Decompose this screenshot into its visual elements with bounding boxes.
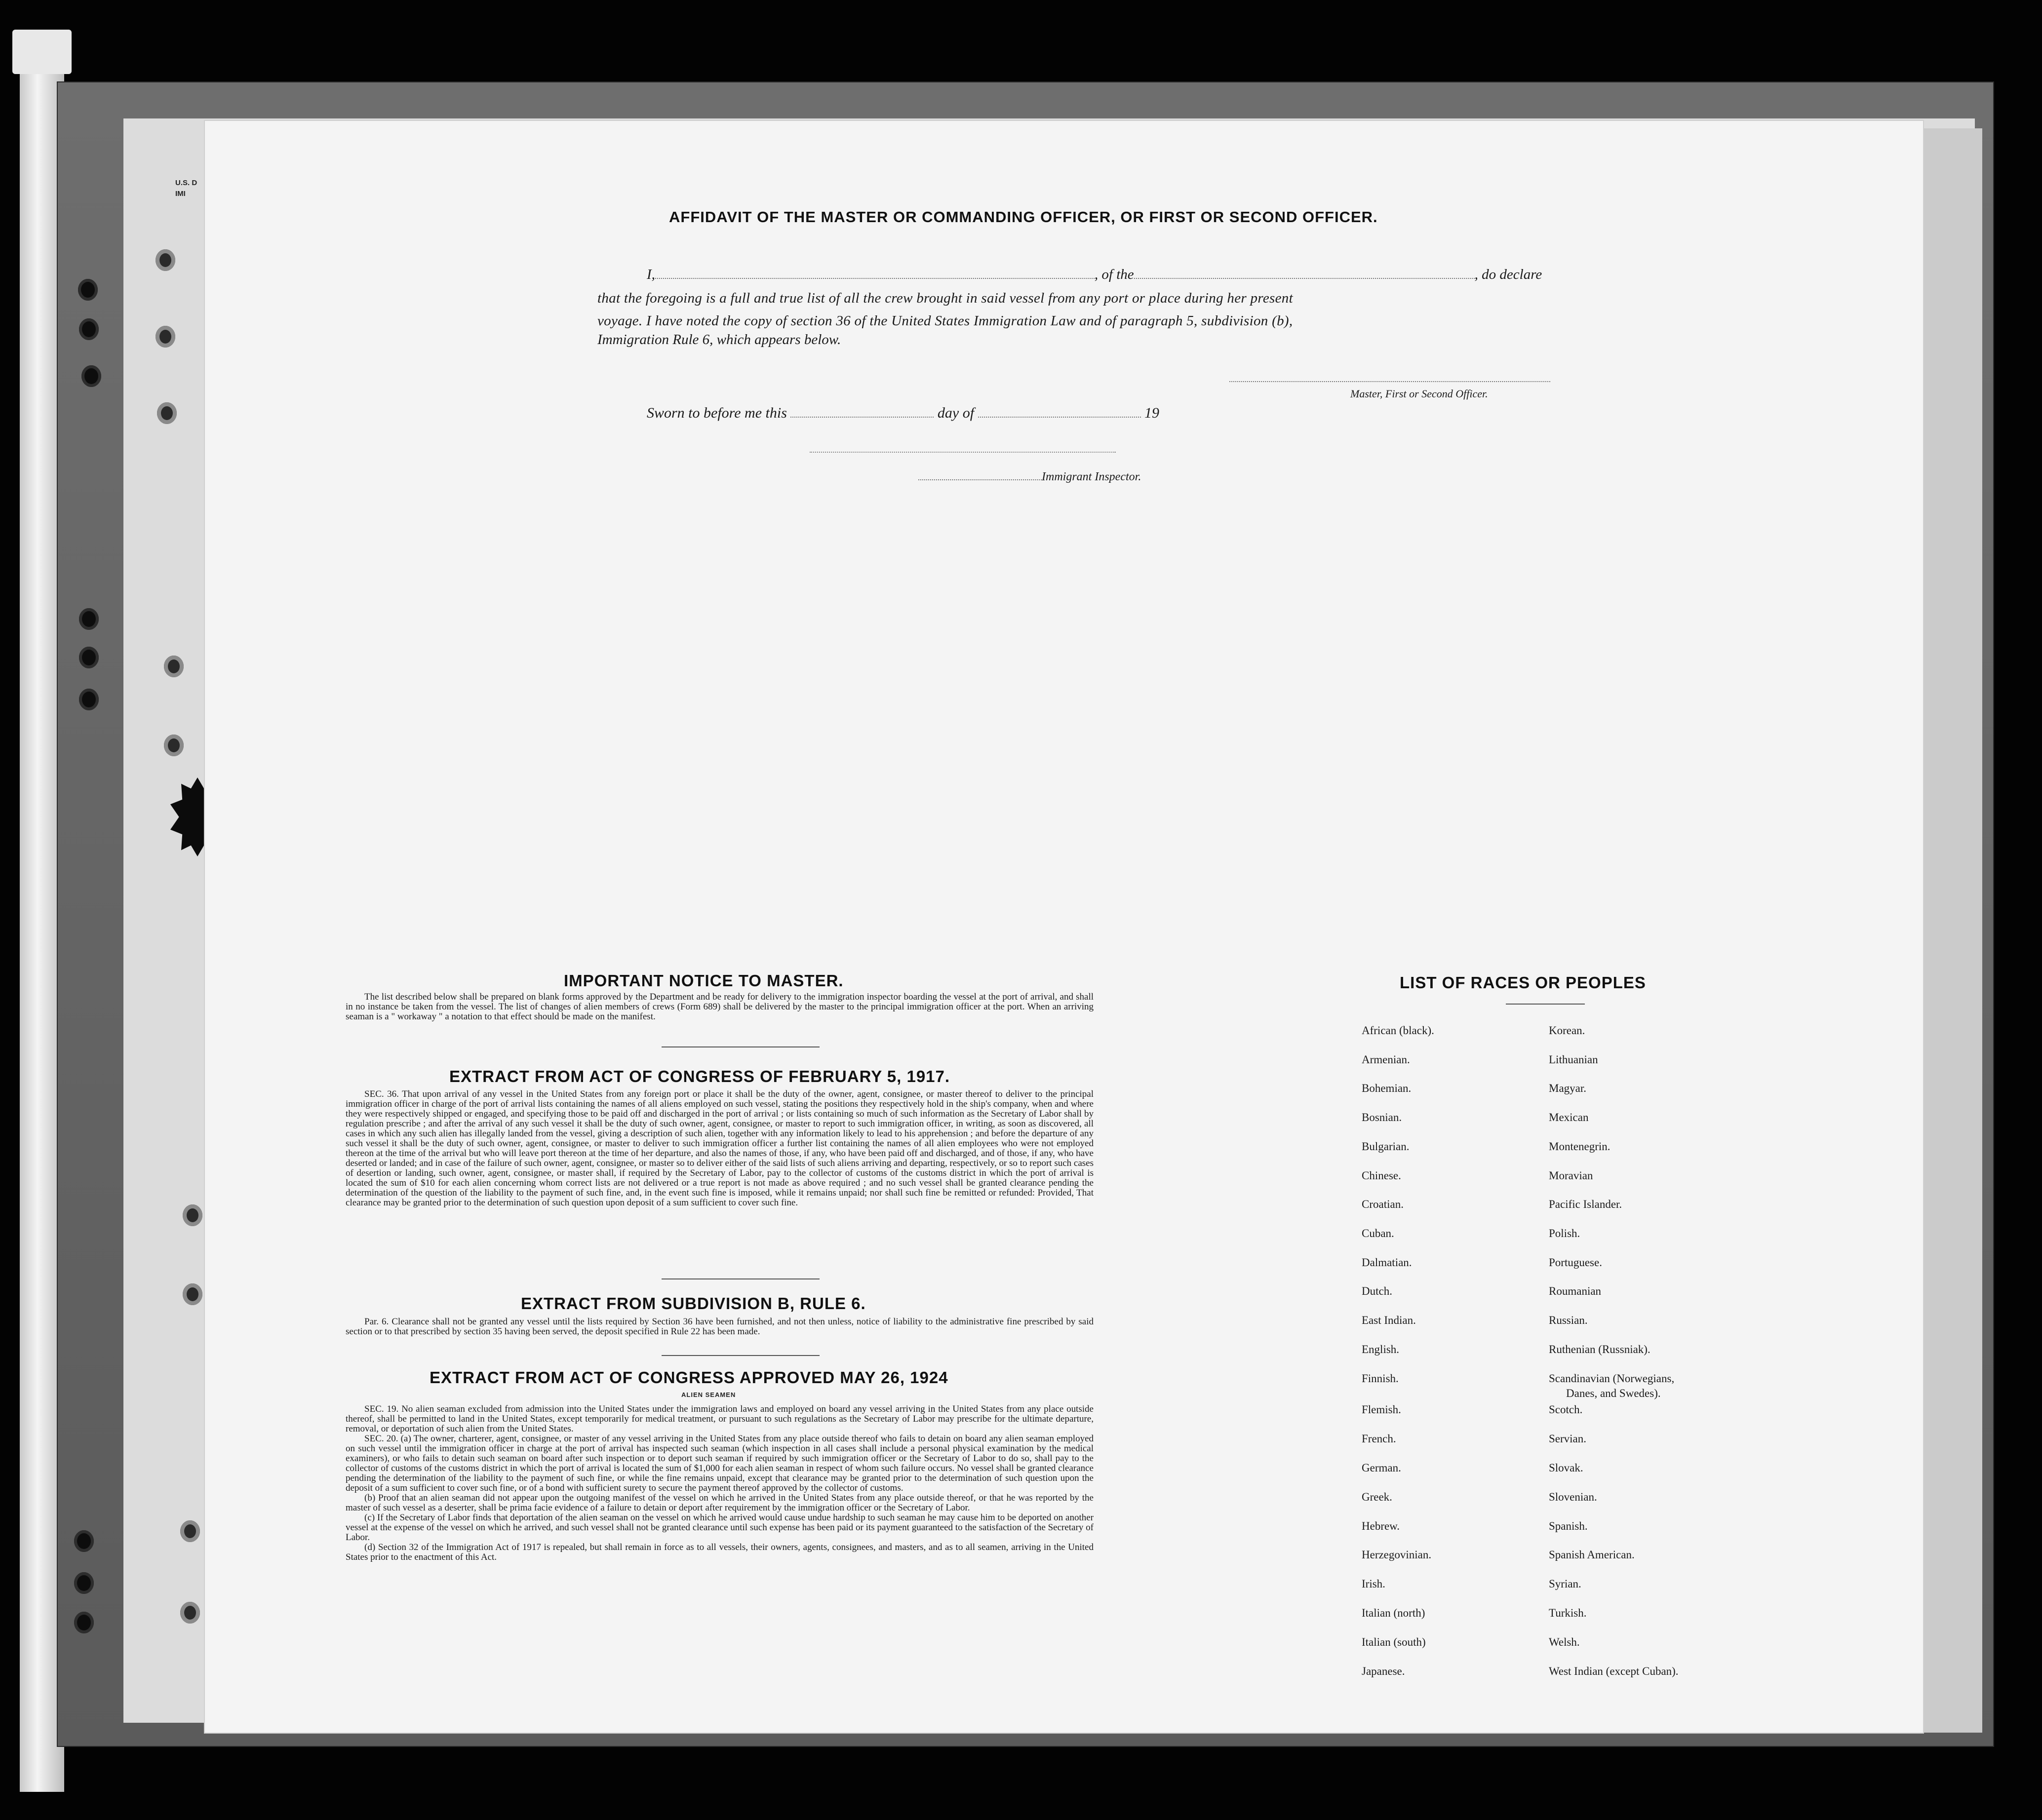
race-item: Armenian. <box>1362 1053 1410 1066</box>
race-item: Dalmatian. <box>1362 1256 1412 1269</box>
affidavit-declare-label: , do declare <box>1474 267 1542 282</box>
race-item: Korean. <box>1549 1024 1585 1037</box>
race-item: African (black). <box>1362 1024 1434 1037</box>
race-item: Chinese. <box>1362 1169 1401 1182</box>
extract-1917-body: SEC. 36. That upon arrival of any vessel in the United States from any foreign port or place it shall be the duty of the owner, agent, consignee, or master thereof to deliver to the principal immigration officer in charge of the port of arrival lists containing the names of all aliens employed on such vessel, stating the positions they respectively hold in the ship's company, when and where they were respectively shipped or engaged, and specifying those to be paid off and discharged in the port of arrival ; or lists containing so much of such information as the Secretary of Labor shall by regulation prescribe ; and after the arrival of any such vessel it shall be the duty of such owner, agent, consignee, or master to report to such immigration officer, in writing, as soon as discovered, all cases in which any such alien has illegally landed from the vessel, giving a description of such alien, together with any information likely to lead to his apprehension ; and before the departure of any such vessel it shall be the duty of such owner, agent, consignee, or master to deliver to such immigration officer a further list containing the names of all alien employees who were not employed thereon at the time of the arrival but who will leave port thereon at the time of her departure, and also the names of those, if any, who have been paid off and discharged, and of those, if any, who have deserted or landed; and in case of the failure of such owner, agent, consignee, or master so to deliver either of the said lists of such aliens arriving and departing, respectively, or so to report such cases of desertion or landing, such owner, agent, consignee, or master shall, if required by the Secretary of Labor, pay to the collector of customs of the customs district in which the port of arrival is located the sum of $10 for each alien concerning whom correct lists are not delivered or a true report is not made as above required ; and no such vessel shall be granted clearance pending the determination of the question of the liability to the payment of such fine, and, in the event such fine is imposed, while it remains unpaid; nor shall such fine be remitted or refunded: Provided, That clearance may be granted prior to the determination of such question upon deposit of a sum sufficient to cover such fine. <box>346 1089 1094 1208</box>
race-item: Bosnian. <box>1362 1111 1402 1123</box>
race-item: Finnish. <box>1362 1372 1399 1385</box>
binder-hole <box>156 249 175 271</box>
vessel-blank-field[interactable] <box>1134 278 1475 279</box>
race-item: Italian (south) <box>1362 1636 1426 1648</box>
binder-hole <box>74 1572 94 1594</box>
extract-rule6-title: EXTRACT FROM SUBDIVISION B, RULE 6. <box>521 1294 866 1313</box>
race-item: Russian. <box>1549 1314 1588 1326</box>
race-item: Welsh. <box>1549 1636 1580 1648</box>
affidavit-line-4: Immigration Rule 6, which appears below. <box>597 332 841 348</box>
extract-1917-divider <box>662 1278 820 1279</box>
race-item: West Indian (except Cuban). <box>1549 1665 1679 1677</box>
race-item: Magyar. <box>1549 1082 1587 1094</box>
binder-hole <box>79 608 99 630</box>
notice-divider <box>662 1046 820 1047</box>
race-item: Slovenian. <box>1549 1491 1597 1503</box>
affidavit-of-label: , of the <box>1094 267 1134 282</box>
affidavit-title: AFFIDAVIT OF THE MASTER OR COMMANDING OFFICER, OR FIRST OR SECOND OFFICER. <box>669 208 1378 226</box>
extract-rule6-body: Par. 6. Clearance shall not be granted any vessel until the lists required by Section 36 have been furnished, and not then unless, notice of liability to the administrative fine prescribed by said section or to that prescribed by section 35 having been served, the deposit specified in Rule 22 has been made. <box>346 1317 1094 1337</box>
extract-1924-subtitle: ALIEN SEAMEN <box>681 1391 736 1398</box>
right-page-edge <box>1923 128 1982 1733</box>
binder-hole <box>79 689 99 710</box>
race-item: Portuguese. <box>1549 1256 1602 1269</box>
race-item: Dutch. <box>1362 1285 1392 1297</box>
race-item: French. <box>1362 1433 1396 1445</box>
race-item: Cuban. <box>1362 1227 1394 1239</box>
binder-hole <box>81 365 101 387</box>
race-item: Scandinavian (Norwegians, <box>1549 1372 1675 1385</box>
year-prefix: 19 <box>1144 405 1160 421</box>
binder-hole <box>79 647 99 668</box>
race-item: Ruthenian (Russniak). <box>1549 1343 1650 1355</box>
race-item: Greek. <box>1362 1491 1392 1503</box>
sworn-day-field[interactable] <box>790 417 934 418</box>
name-blank-field[interactable] <box>655 278 1095 279</box>
race-item: Syrian. <box>1549 1578 1581 1590</box>
binder-hole <box>74 1612 94 1633</box>
races-divider <box>1506 1004 1585 1005</box>
race-item: Bulgarian. <box>1362 1140 1410 1153</box>
notice-title: IMPORTANT NOTICE TO MASTER. <box>564 971 844 990</box>
race-item: German. <box>1362 1462 1401 1474</box>
sworn-line <box>647 405 1159 422</box>
race-item: East Indian. <box>1362 1314 1416 1326</box>
signature-label: Master, First or Second Officer. <box>1350 387 1488 400</box>
extract-1924-title: EXTRACT FROM ACT OF CONGRESS APPROVED MAY 26, 1924 <box>430 1368 948 1387</box>
races-title: LIST OF RACES OR PEOPLES <box>1400 973 1646 992</box>
affidavit-line-2: that the foregoing is a full and true list of all the crew brought in said vessel from any port or place during her present <box>597 290 1293 306</box>
binder-hole <box>157 402 177 424</box>
binder-hole <box>74 1530 94 1552</box>
signature-line <box>1229 381 1550 382</box>
day-of-label: day of <box>937 405 975 421</box>
extract-1917-title: EXTRACT FROM ACT OF CONGRESS OF FEBRUARY 5, 1917. <box>449 1067 950 1085</box>
binder-hole <box>180 1602 200 1624</box>
inspector-label: Immigrant Inspector. <box>1042 470 1141 483</box>
binder-hole <box>164 656 184 677</box>
race-item: Bohemian. <box>1362 1082 1412 1094</box>
race-item: Italian (north) <box>1362 1607 1425 1619</box>
race-item: Turkish. <box>1549 1607 1587 1619</box>
binder-hole <box>79 318 99 340</box>
race-item: English. <box>1362 1343 1400 1355</box>
race-item: Pacific Islander. <box>1549 1198 1622 1210</box>
race-item: Japanese. <box>1362 1665 1405 1677</box>
race-item: Slovak. <box>1549 1462 1583 1474</box>
binder-hole <box>156 326 175 348</box>
inspector-signature-line <box>810 452 1116 453</box>
binder-clip <box>12 30 72 74</box>
race-item: Spanish. <box>1549 1520 1588 1532</box>
underlying-page-text: U.S. D IMI <box>175 179 197 198</box>
binder-hole <box>78 279 98 301</box>
race-item: Mexican <box>1549 1111 1589 1123</box>
race-item: Scotch. <box>1549 1403 1583 1416</box>
affidavit-line-1 <box>647 267 1542 283</box>
sworn-month-field[interactable] <box>978 417 1141 418</box>
race-item: Irish. <box>1362 1578 1385 1590</box>
race-item: Herzegovinian. <box>1362 1549 1432 1561</box>
binder-hole <box>183 1283 202 1305</box>
extract-1924-body: SEC. 19. No alien seaman excluded from admission into the United States under the immigration laws and employed on board any vessel arriving in the United States from any place outside thereof, shall be permitted to land in the United States, except temporarily for medical treatment, or pursuant to such regulations as the Secretary of Labor may prescribe for the ultimate departure, removal, or deportation of such alien from the United States. SEC. 20. (a) The owner, charterer, agent, consignee, or master of any vessel arriving in the United States from any place outside thereof who fails to detain on board any alien seaman employed on such vessel until the immigration officer in charge at the port of arrival has inspected such seaman (which inspection in all cases shall include a personal physical examination by the medical examiners), or who fails to detain such seaman on board after such inspection or to deport such seaman if required by such immigration officer or the Secretary of Labor to do so, shall pay to the collector of customs of the customs district in which the port of arrival is located the sum of $1,000 for each alien seaman in respect of whom such failure occurs. No vessel shall be granted clearance pending the determination of the liability to the payment of such fine, or while the fine remains unpaid, except that clearance may be granted prior to the determination of such question upon the deposit of a sum sufficient to cover such fine, or of a bond with sufficient surety to secure the payment thereof approved by the collector of customs. (b) Proof that an alien seaman did not appear upon the outgoing manifest of the vessel on which he arrived in the United States from any place outside thereof, or that he was reported by the master of such vessel as a deserter, shall be prima facie evidence of a failure to detain or deport after requirement by the immigration officer or the Secretary of Labor. (c) If the Secretary of Labor finds that deportation of the alien seaman on the vessel on which he arrived would cause undue hardship to such seaman he may cause him to be deported on another vessel at the expense of the vessel on which he arrived, and such vessel shall not be granted clearance until such expense has been paid or its payment guaranteed to the satisfaction of the Secretary of Labor. (d) Section 32 of the Immigration Act of 1917 is repealed, but shall remain in force as to all vessels, their owners, agents, consignees, and masters, and as to all seamen, arriving in the United States prior to the enactment of this Act. <box>346 1404 1094 1562</box>
extract-rule6-divider <box>662 1355 820 1356</box>
race-item: Hebrew. <box>1362 1520 1400 1532</box>
binder-hole <box>180 1520 200 1542</box>
race-item: Roumanian <box>1549 1285 1602 1297</box>
race-item: Lithuanian <box>1549 1053 1598 1066</box>
race-item: Servian. <box>1549 1433 1587 1445</box>
race-item: Moravian <box>1549 1169 1593 1182</box>
binder-hole <box>183 1204 202 1226</box>
race-item: Flemish. <box>1362 1403 1401 1416</box>
race-item: Spanish American. <box>1549 1549 1635 1561</box>
race-item: Montenegrin. <box>1549 1140 1610 1153</box>
sworn-label: Sworn to before me this <box>647 405 787 421</box>
inspector-name-field[interactable] <box>918 479 1042 480</box>
notice-body: The list described below shall be prepared on blank forms approved by the Department and be ready for delivery to the immigration inspector boarding the vessel at the port of arrival, and shall in no instance be taken from the vessel. The list of changes of alien members of crews (Form 689) shall be delivered by the master to the principal immigration officer at the port. When an arriving seaman is a " workaway " a notation to that effect should be made on the manifest. <box>346 992 1094 1022</box>
race-item-continuation: Danes, and Swedes). <box>1566 1387 1661 1399</box>
race-item: Croatian. <box>1362 1198 1404 1210</box>
binder-hole <box>164 735 184 756</box>
race-item: Polish. <box>1549 1227 1580 1239</box>
affidavit-i-label: I, <box>647 267 655 282</box>
affidavit-line-3: voyage. I have noted the copy of section 36 of the United States Immigration Law and of paragraph 5, subdivision (b), <box>597 313 1293 329</box>
inspector-line <box>918 470 1141 484</box>
